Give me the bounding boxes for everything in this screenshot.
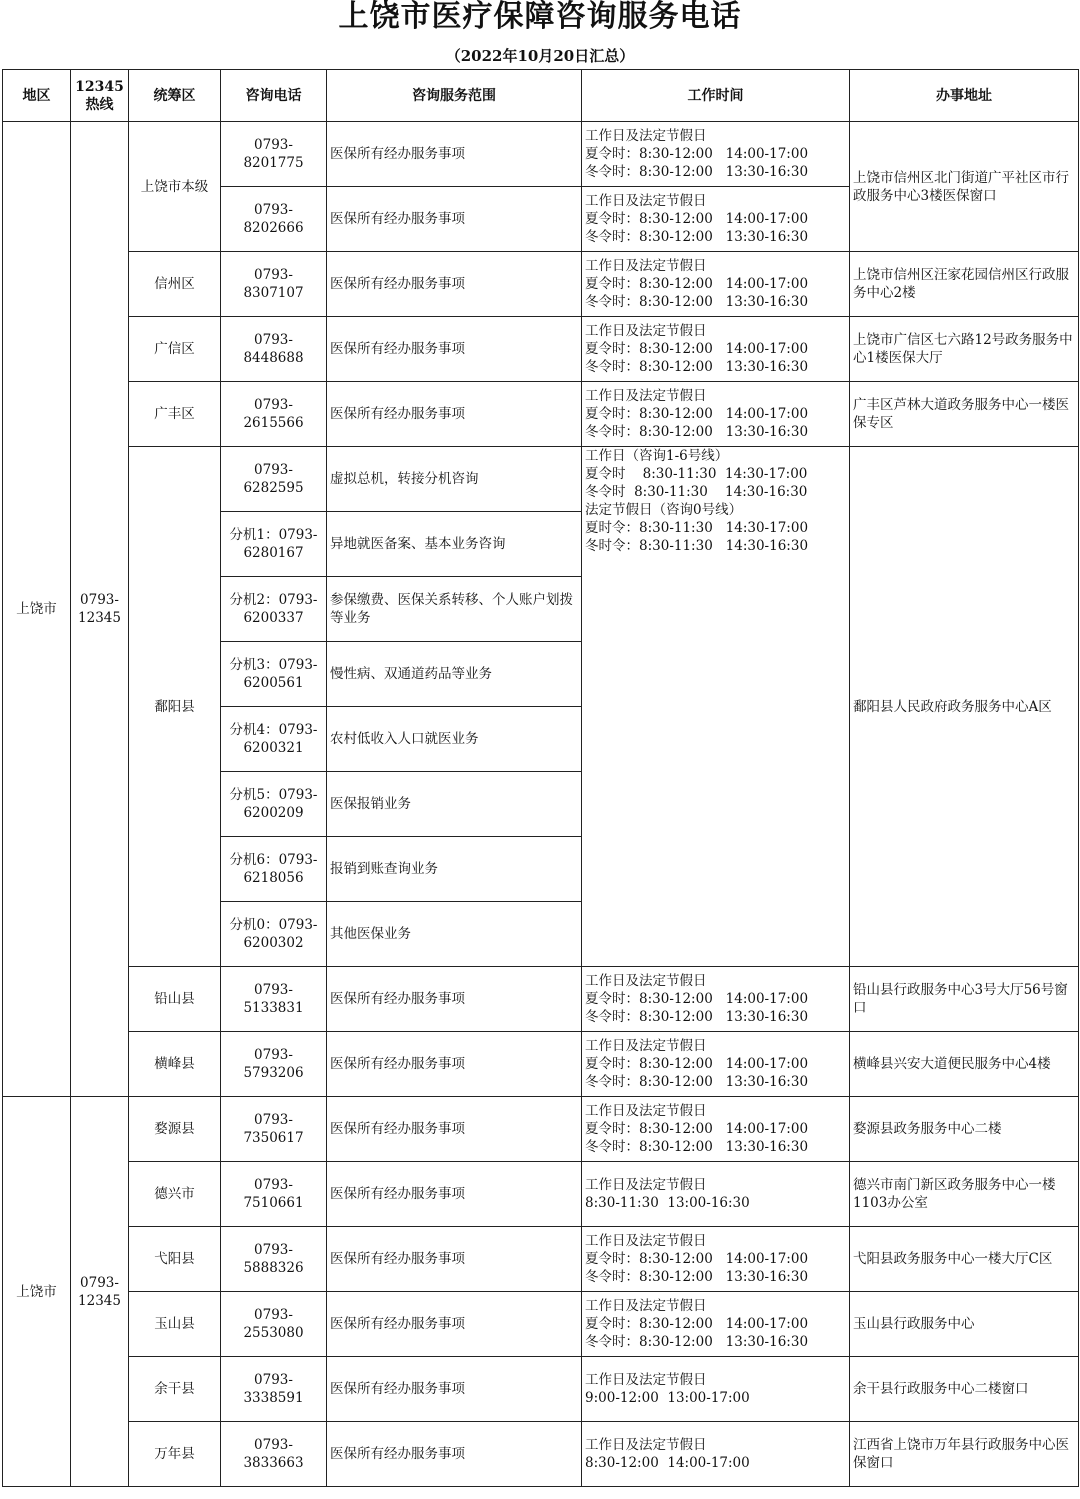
hotline-cell: 0793- 12345 xyxy=(71,122,129,1097)
region-cell: 上饶市 xyxy=(3,122,71,1097)
district-cell: 玉山县 xyxy=(129,1292,221,1357)
phone-cell: 0793-7350617 xyxy=(221,1097,327,1162)
phone-cell: 0793-6282595 xyxy=(221,447,327,512)
address-cell: 余干县行政服务中心二楼窗口 xyxy=(850,1357,1079,1422)
hours-cell: 工作日及法定节假日 夏令时：8:30-12:00 14:00-17:00 冬令时：8:30-12:00 13:30-16:30 xyxy=(582,252,850,317)
hours-cell: 工作日及法定节假日 夏令时：8:30-12:00 14:00-17:00 冬令时：8:30-12:00 13:30-16:30 xyxy=(582,382,850,447)
region-cell: 上饶市 xyxy=(3,1097,71,1487)
address-cell: 上饶市广信区七六路12号政务服务中心1楼医保大厅 xyxy=(850,317,1079,382)
header-district: 统筹区 xyxy=(129,70,221,122)
hours-cell: 工作日及法定节假日 夏令时：8:30-12:00 14:00-17:00 冬令时：8:30-12:00 13:30-16:30 xyxy=(582,1292,850,1357)
phone-cell: 0793-3833663 xyxy=(221,1422,327,1487)
scope-cell: 异地就医备案、基本业务咨询 xyxy=(327,512,582,577)
hours-cell: 工作日及法定节假日 8:30-11:30 13:00-16:30 xyxy=(582,1162,850,1227)
table-row xyxy=(3,122,1079,187)
scope-cell: 医保所有经办服务事项 xyxy=(327,252,582,317)
scope-cell: 医保所有经办服务事项 xyxy=(327,967,582,1032)
district-cell: 铅山县 xyxy=(129,967,221,1032)
hours-cell: 工作日及法定节假日 夏令时：8:30-12:00 14:00-17:00 冬令时：8:30-12:00 13:30-16:30 xyxy=(582,187,850,252)
address-cell: 江西省上饶市万年县行政服务中心医保窗口 xyxy=(850,1422,1079,1487)
table-row xyxy=(3,1357,1079,1422)
header-hotline: 12345 热线 xyxy=(71,70,129,122)
address-cell: 婺源县政务服务中心二楼 xyxy=(850,1097,1079,1162)
hours-cell: 工作日及法定节假日 8:30-12:00 14:00-17:00 xyxy=(582,1422,850,1487)
scope-cell: 报销到账查询业务 xyxy=(327,837,582,902)
page-subtitle: （2022年10月20日汇总） xyxy=(445,47,635,65)
hours-cell: 工作日及法定节假日 夏令时：8:30-12:00 14:00-17:00 冬令时：8:30-12:00 13:30-16:30 xyxy=(582,1032,850,1097)
phone-cell: 0793-2553080 xyxy=(221,1292,327,1357)
scope-cell: 其他医保业务 xyxy=(327,902,582,967)
district-cell: 余干县 xyxy=(129,1357,221,1422)
scope-cell: 医保所有经办服务事项 xyxy=(327,382,582,447)
phone-cell: 分机3：0793- 6200561 xyxy=(221,642,327,707)
header-row xyxy=(3,70,1079,122)
table-row xyxy=(3,382,1079,447)
table-row xyxy=(3,1227,1079,1292)
table-row xyxy=(3,317,1079,382)
table-row xyxy=(3,967,1079,1032)
district-cell: 婺源县 xyxy=(129,1097,221,1162)
scope-cell: 医保所有经办服务事项 xyxy=(327,1032,582,1097)
district-cell: 弋阳县 xyxy=(129,1227,221,1292)
phone-cell: 分机5：0793- 6200209 xyxy=(221,772,327,837)
scope-cell: 医保所有经办服务事项 xyxy=(327,317,582,382)
phone-cell: 0793-8448688 xyxy=(221,317,327,382)
scope-cell: 虚拟总机，转接分机咨询 xyxy=(327,447,582,512)
header-phone: 咨询电话 xyxy=(221,70,327,122)
contact-table xyxy=(2,69,1079,1487)
table-row xyxy=(3,1032,1079,1097)
table-row xyxy=(3,1422,1079,1487)
phone-cell: 0793-7510661 xyxy=(221,1162,327,1227)
address-cell: 玉山县行政服务中心 xyxy=(850,1292,1079,1357)
district-cell: 广丰区 xyxy=(129,382,221,447)
address-cell: 鄱阳县人民政府政务服务中心A区 xyxy=(850,447,1079,967)
table-row xyxy=(3,1292,1079,1357)
district-cell: 信州区 xyxy=(129,252,221,317)
scope-cell: 医保所有经办服务事项 xyxy=(327,1292,582,1357)
header-region: 地区 xyxy=(3,70,71,122)
phone-cell: 0793-2615566 xyxy=(221,382,327,447)
scope-cell: 医保所有经办服务事项 xyxy=(327,1097,582,1162)
scope-cell: 农村低收入人口就医业务 xyxy=(327,707,582,772)
phone-cell: 0793-8307107 xyxy=(221,252,327,317)
address-cell: 铅山县行政服务中心3号大厅56号窗口 xyxy=(850,967,1079,1032)
table-row xyxy=(3,1162,1079,1227)
address-cell: 横峰县兴安大道便民服务中心4楼 xyxy=(850,1032,1079,1097)
address-cell: 德兴市南门新区政务服务中心一楼1103办公室 xyxy=(850,1162,1079,1227)
hours-cell: 工作日及法定节假日 9:00-12:00 13:00-17:00 xyxy=(582,1357,850,1422)
scope-cell: 医保所有经办服务事项 xyxy=(327,122,582,187)
table-row xyxy=(3,447,1079,512)
phone-cell: 0793-5133831 xyxy=(221,967,327,1032)
scope-cell: 医保所有经办服务事项 xyxy=(327,1162,582,1227)
hours-cell: 工作日及法定节假日 夏令时：8:30-12:00 14:00-17:00 冬令时：8:30-12:00 13:30-16:30 xyxy=(582,967,850,1032)
hours-cell: 工作日及法定节假日 夏令时：8:30-12:00 14:00-17:00 冬令时：8:30-12:00 13:30-16:30 xyxy=(582,1097,850,1162)
header-address: 办事地址 xyxy=(850,70,1079,122)
phone-cell: 0793-5888326 xyxy=(221,1227,327,1292)
district-cell: 鄱阳县 xyxy=(129,447,221,967)
address-cell: 广丰区芦林大道政务服务中心一楼医保专区 xyxy=(850,382,1079,447)
scope-cell: 医保所有经办服务事项 xyxy=(327,1227,582,1292)
table-row xyxy=(3,252,1079,317)
scope-cell: 医保所有经办服务事项 xyxy=(327,1422,582,1487)
scope-cell: 参保缴费、医保关系转移、个人账户划拨等业务 xyxy=(327,577,582,642)
scope-cell: 慢性病、双通道药品等业务 xyxy=(327,642,582,707)
phone-cell: 分机4：0793- 6200321 xyxy=(221,707,327,772)
table-body xyxy=(3,122,1079,1487)
hours-cell: 工作日及法定节假日 夏令时：8:30-12:00 14:00-17:00 冬令时：8:30-12:00 13:30-16:30 xyxy=(582,317,850,382)
phone-cell: 分机1：0793- 6280167 xyxy=(221,512,327,577)
address-cell: 上饶市信州区汪家花园信州区行政服务中心2楼 xyxy=(850,252,1079,317)
scope-cell: 医保所有经办服务事项 xyxy=(327,1357,582,1422)
district-cell: 万年县 xyxy=(129,1422,221,1487)
hotline-cell: 0793- 12345 xyxy=(71,1097,129,1487)
district-cell: 上饶市本级 xyxy=(129,122,221,252)
page-title: 上饶市医疗保障咨询服务电话 xyxy=(338,0,742,34)
phone-cell: 分机0：0793- 6200302 xyxy=(221,902,327,967)
district-cell: 德兴市 xyxy=(129,1162,221,1227)
hours-cell: 工作日及法定节假日 夏令时：8:30-12:00 14:00-17:00 冬令时：8:30-12:00 13:30-16:30 xyxy=(582,1227,850,1292)
header-scope: 咨询服务范围 xyxy=(327,70,582,122)
scope-cell: 医保报销业务 xyxy=(327,772,582,837)
address-cell: 弋阳县政务服务中心一楼大厅C区 xyxy=(850,1227,1079,1292)
phone-cell: 分机2：0793- 6200337 xyxy=(221,577,327,642)
scope-cell: 医保所有经办服务事项 xyxy=(327,187,582,252)
phone-cell: 0793-5793206 xyxy=(221,1032,327,1097)
phone-cell: 分机6：0793- 6218056 xyxy=(221,837,327,902)
phone-cell: 0793-3338591 xyxy=(221,1357,327,1422)
address-cell: 上饶市信州区北门街道广平社区市行政服务中心3楼医保窗口 xyxy=(850,122,1079,252)
hours-cell: 工作日（咨询1-6号线） 夏令时 8:30-11:30 14:30-17:00 冬令时 8:30-11:30 14:30-16:30 法定节假日（咨询0号线） 夏时令：8:30-11:30 14:30-17:00 冬时令：8:30-11:30 14:30-16:30 xyxy=(582,447,850,967)
table-row xyxy=(3,1097,1079,1162)
phone-cell: 0793-8201775 xyxy=(221,122,327,187)
phone-cell: 0793-8202666 xyxy=(221,187,327,252)
district-cell: 广信区 xyxy=(129,317,221,382)
hours-cell: 工作日及法定节假日 夏令时：8:30-12:00 14:00-17:00 冬令时：8:30-12:00 13:30-16:30 xyxy=(582,122,850,187)
district-cell: 横峰县 xyxy=(129,1032,221,1097)
header-hours: 工作时间 xyxy=(582,70,850,122)
